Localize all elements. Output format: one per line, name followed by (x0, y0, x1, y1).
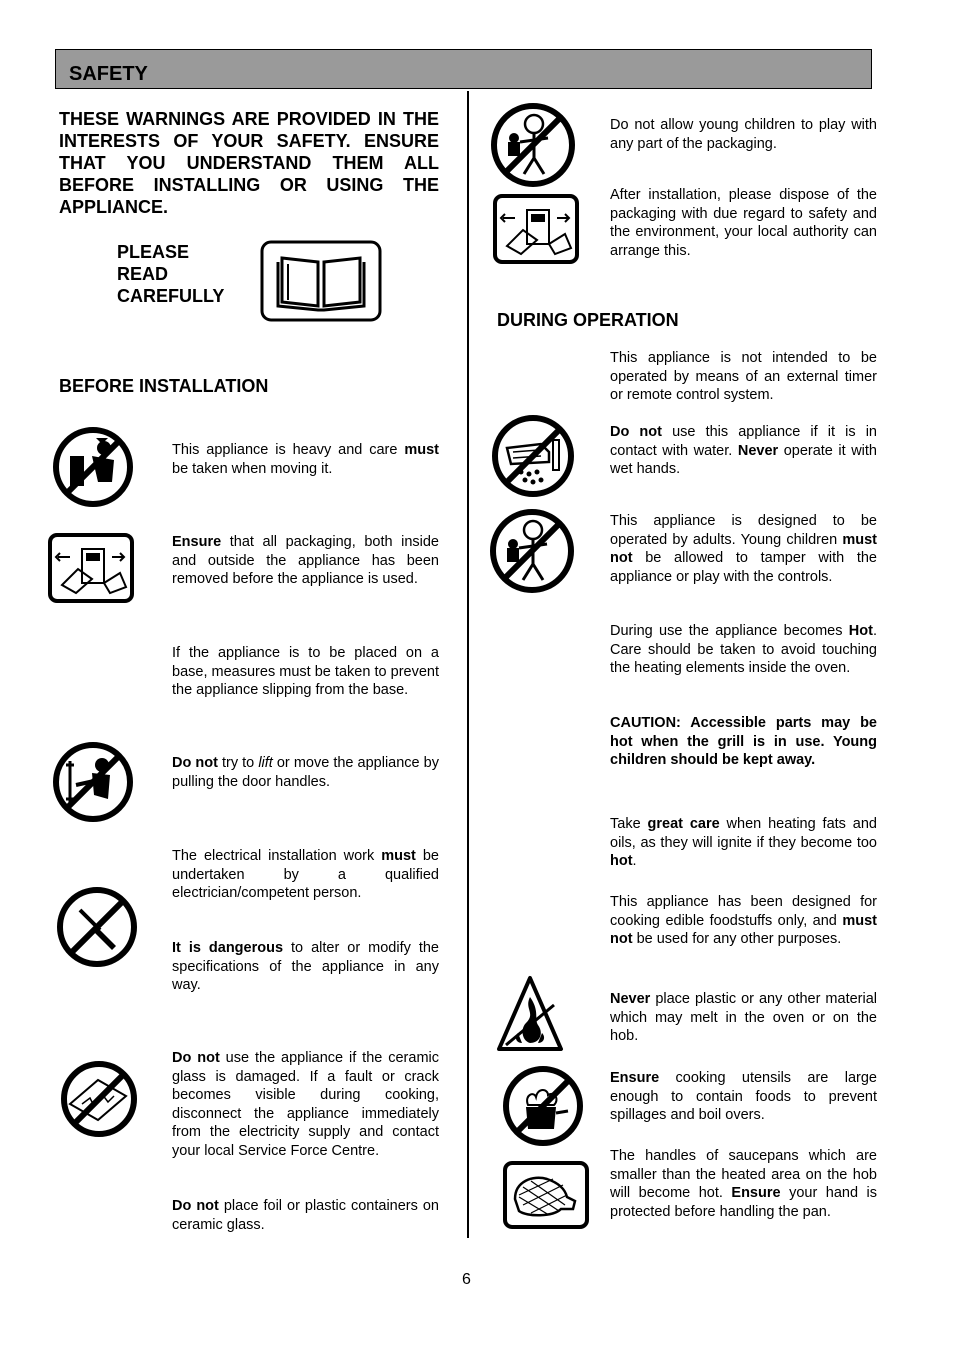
please-line-3: CAREFULLY (117, 286, 225, 306)
please-line-2: READ (117, 264, 169, 284)
hot-surfaces-warning: During use the appliance becomes Hot. Care should be taken to avoid touching the heating elements inside the oven. (610, 623, 877, 676)
water-warning: Do not use this appliance if it is in contact with water. Never operate it with wet hands. (610, 424, 877, 477)
adults-only-warning: This appliance is designed to be operated by adults. Young children must not be allowed to tamper with the appliance or play with the controls. (610, 513, 877, 585)
before-installation-heading: BEFORE INSTALLATION (59, 376, 269, 396)
timer-warning: This appliance is not intended to be operated by means of an external timer or remote control system. (610, 350, 877, 403)
utensil-size-warning: Ensure cooking utensils are large enough to contain foods to prevent spillages and boil overs. (610, 1070, 877, 1123)
base-warning: If the appliance is to be placed on a base, measures must be taken to prevent the appliance slipping from the base. (172, 645, 439, 698)
please-line-1: PLEASE (117, 242, 190, 262)
page-number: 6 (462, 1271, 471, 1288)
during-operation-heading: DURING OPERATION (497, 310, 679, 330)
boil-over-icon (502, 1065, 584, 1147)
children-packaging-warning: Do not allow young children to play with any part of the packaging. (610, 117, 877, 152)
no-wet-hands-icon (491, 414, 575, 498)
packaging-warning: Ensure that all packaging, both inside and outside the appliance has been removed before the appliance is used. (172, 534, 439, 587)
packaging-icon (48, 533, 134, 603)
column-divider (467, 91, 469, 1238)
food-only-warning: This appliance has been designed for cooking edible foodstuffs only, and must not be used for any other purposes. (610, 894, 877, 947)
caution-grill: CAUTION: Accessible parts may be hot when the grill is in use. Young children should be kept away. (610, 715, 877, 768)
child-controls-prohibited-icon (489, 508, 575, 594)
please-read-label (117, 241, 224, 307)
heavy-lifting-prohibited-icon (52, 426, 134, 508)
no-screwdriver-icon (56, 886, 138, 968)
oven-glove-icon (503, 1161, 589, 1229)
foil-warning: Do not place foil or plastic containers on ceramic glass. (172, 1198, 439, 1233)
electrical-warning: The electrical installation work must be undertaken by a qualified electrician/competent person. (172, 848, 439, 901)
no-pulling-door-handle-icon (52, 741, 134, 823)
child-prohibited-icon (490, 102, 576, 188)
modification-warning: It is dangerous to alter or modify the specifications of the appliance in any way. (172, 940, 439, 993)
section-title: SAFETY (69, 63, 148, 85)
section-header (55, 49, 872, 89)
disposal-note: After installation, please dispose of the packaging with due regard to safety and the environment, your local authority can arrange this. (610, 187, 877, 259)
heavy-warning: This appliance is heavy and care must be taken when moving it. (172, 442, 439, 477)
fire-hazard-icon (496, 975, 564, 1053)
saucepan-handles-warning: The handles of saucepans which are smaller than the heated area on the hob will become hot. Ensure your hand is protected before handling the pan. (610, 1148, 877, 1220)
fats-oils-warning: Take great care when heating fats and oils, as they will ignite if they become too hot. (610, 816, 877, 869)
plastic-melt-warning: Never place plastic or any other material which may melt in the oven or on the hob. (610, 991, 877, 1044)
packaging-disposal-icon (493, 194, 579, 264)
intro-warning: THESE WARNINGS ARE PROVIDED IN THE INTERESTS OF YOUR SAFETY. ENSURE THAT YOU UNDERSTAND THEM ALL BEFORE INSTALLING OR USING THE APPLIANCE. (59, 109, 439, 217)
open-book-icon (260, 240, 382, 322)
cracked-glass-icon (60, 1060, 138, 1138)
ceramic-glass-warning: Do not use the appliance if the ceramic glass is damaged. If a fault or crack becomes visible during cooking, disconnect the appliance immediately from the electricity supply and contact your local Service Force Centre. (172, 1050, 439, 1159)
door-handle-warning: Do not try to lift or move the appliance by pulling the door handles. (172, 755, 439, 790)
